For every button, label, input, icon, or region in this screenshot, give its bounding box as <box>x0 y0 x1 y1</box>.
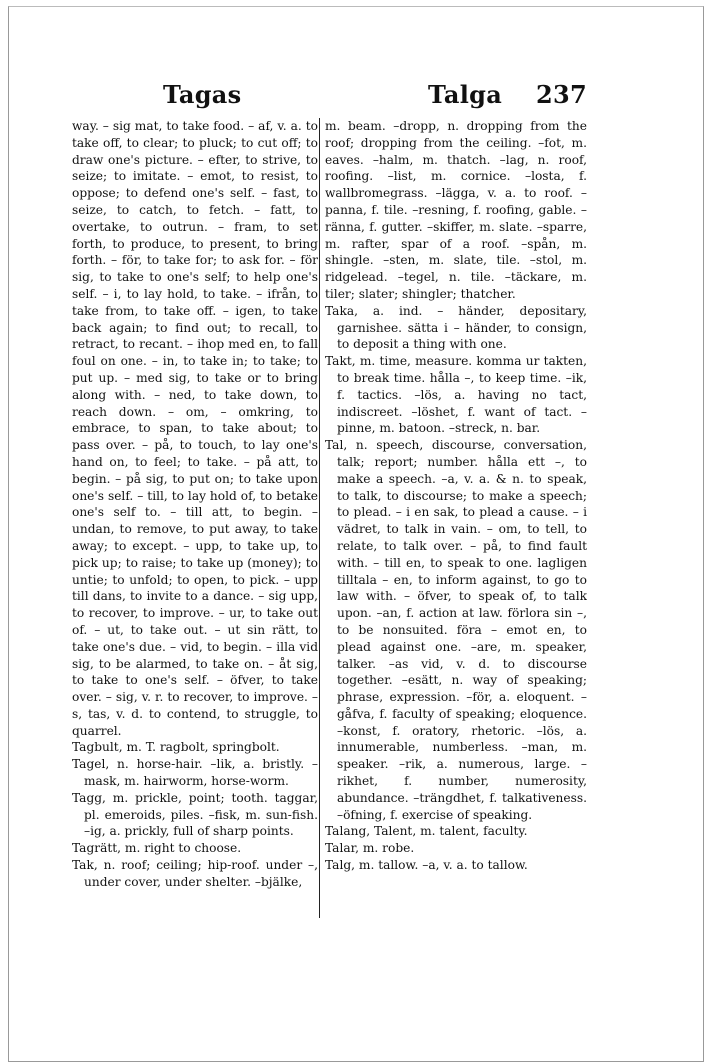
entry-tagbult: Tagbult, m. T. ragbolt, springbolt. <box>72 740 280 755</box>
entry-tagel: Tagel, n. horse-hair. –lik, a. bristly. –mask, m. hairworm, horse-worm. <box>72 757 318 789</box>
left-column <box>72 118 318 923</box>
page-number: 237 <box>536 80 587 109</box>
entry-tal: Tal, n. speech, discourse, conversation, talk; report; number. hålla ett –, to make a speech. –a, v. a. & n. to speak, to talk, to discourse; to make a speech; to plead. – i en sak, to plead a cause. – i vädret, to talk in vain. – om, to tell, to relate, to talk over. – på, to find fault with. – till en, to speak to one. lagligen tilltala – en, to inform against, to go to law with. – öfver, to speak of, to talk upon. –an, f. action at law. förlora sin –, to be nonsuited. föra – emot en, to plead against one. –are, m. speaker, talker. –as vid, v. d. to discourse together. –esätt, n. way of speaking; phrase, expression. –för, a. eloquent. –gåfva, f. faculty of speaking; eloquence. –konst, f. oratory, rhetoric. –lös, a. innumerable, numberless. –man, m. speaker. –rik, a. numerous, large. –rikhet, f. number, numerosity, abundance. –trängdhet, f. talkativeness. –öfning, f. exercise of speaking. <box>325 438 587 822</box>
entry-takt: Takt, m. time, measure. komma ur takten, to break time. hålla –, to keep time. –ik, f. tactics. –lös, a. having no tact, indiscreet. –löshet, f. want of tact. –pinne, m. batoon. –streck, n. bar. <box>325 354 587 436</box>
entry-tagg: Tagg, m. prickle, point; tooth. taggar, pl. emeroids, piles. –fisk, m. sun-fish. –ig, a. prickly, full of sharp points. <box>72 790 318 839</box>
entry-talg: Talg, m. tallow. –a, v. a. to tallow. <box>325 858 528 873</box>
entry-tagas-continuation: way. – sig mat, to take food. – af, v. a. to take off, to clear; to pluck; to cut off; to draw one's picture. – efter, to strive, to seize; to imitate. – emot, to resist, to oppose; to defend one's self. – fast, to seize, to catch, to fetch. – fatt, to overtake, to outrun. – fram, to set forth, to produce, to present, to bring forth. – för, to take for; to ask for. – för sig, to take to one's self; to help one's self. – i, to lay hold, to take. – ifrån, to take from, to take off. – igen, to take back again; to find out; to recall, to retract, to recant. – ihop med en, to fall foul on one. – in, to take in; to take; to put up. – med sig, to take or to bring along with. – ned, to take down, to reach down. – om, – omkring, to embrace, to span, to take about; to pass over. – på, to touch, to lay one's hand on, to feel; to take. – på att, to begin. – på sig, to put on; to take upon one's self. – till, to lay hold of, to betake one's self to. – till att, to begin. – undan, to remove, to put away, to take away; to except. – upp, to take up, to pick up; to raise; to take up (money); to untie; to unfold; to open, to pick. – upp till dans, to invite to a dance. – sig upp, to recover, to improve. – ur, to take out of. – ut, to take out. – ut sin rätt, to take one's due. – vid, to begin. – illa vid sig, to be alarmed, to take on. – åt sig, to take to one's self. – öfver, to take over. – sig, v. r. to recover, to improve. –s, tas, v. d. to contend, to struggle, to quarrel. <box>72 119 318 738</box>
entry-tak-continuation: m. beam. –dropp, n. dropping from the roof; dropping from the ceiling. –fot, m. eaves. –halm, m. thatch. –lag, n. roof, roofing. –list, m. cornice. –losta, f. wallbromegrass. –lägga, v. a. to roof. –panna, f. tile. –resning, f. roofing, gable. –ränna, f. gutter. –skiffer, m. slate. –sparre, m. rafter, spar of a roof. –spån, m. shingle. –sten, m. slate, tile. –stol, m. ridgelead. –tegel, n. tile. –täckare, m. tiler; slater; shingler; thatcher. <box>325 119 587 301</box>
entry-talang: Talang, Talent, m. talent, faculty. <box>325 824 528 839</box>
running-head-center: Talga <box>428 80 503 109</box>
column-divider <box>319 118 320 918</box>
entry-tagratt: Tagrätt, m. right to choose. <box>72 841 242 856</box>
entry-tak: Tak, n. roof; ceiling; hip-roof. under –, under cover, under shelter. –bjälke, <box>72 858 318 889</box>
running-head-left: Tagas <box>163 80 242 109</box>
entry-taka: Taka, a. ind. – händer, depositary, garnishee. sätta i – händer, to consign, to deposit a thing with one. <box>325 303 587 352</box>
entry-talar: Talar, m. robe. <box>325 841 415 856</box>
right-column <box>325 118 587 923</box>
